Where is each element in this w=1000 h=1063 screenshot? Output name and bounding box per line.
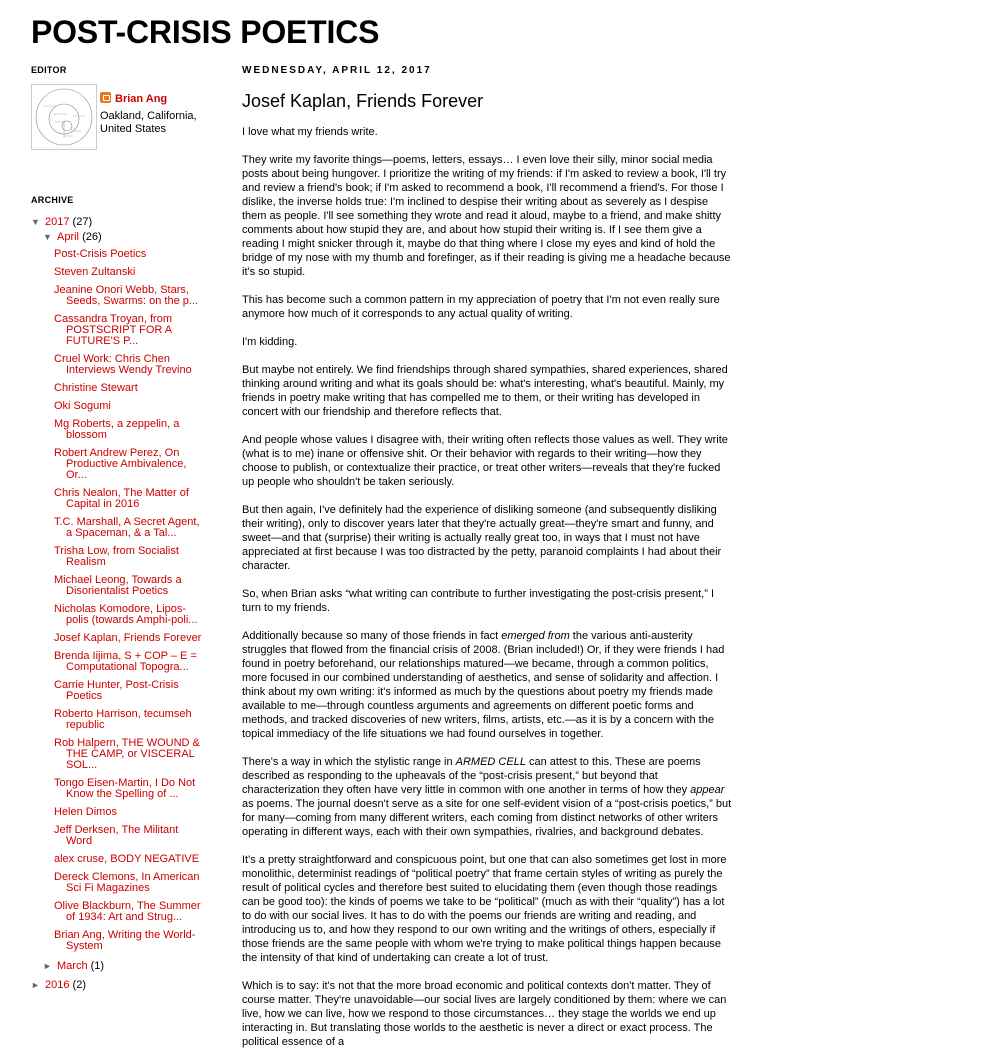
post-paragraph: I'm kidding. (242, 336, 298, 348)
collapse-toggle-icon[interactable]: ▼ (43, 232, 52, 242)
text-run: can attest to this. These are poems described as responding to the upheavals of the “post-crisis present,” but beyond that characterization they often have very little in common with one another in terms of how they (242, 756, 701, 796)
archive-post-link[interactable]: Jeff Derksen, The Militant Word (54, 824, 179, 847)
archive-month-april (43, 231, 201, 952)
main-content (242, 65, 734, 1063)
blogger-profile-icon (100, 92, 111, 103)
text-run: There's a way in which the stylistic range in (242, 756, 456, 768)
archive-post-link[interactable]: Steven Zultanski (54, 266, 136, 278)
archive-post-link[interactable]: Brian Ang, Writing the World-System (54, 929, 196, 952)
post-paragraph: And people whose values I disagree with, their writing often reflects those values as well. They write (what is to me) inane or offensive shit. Or their behavior with regards to their writing—how they choose to publish, or contextualize their practice, or treat other writers—reveals that they're fucked up people who shouldn't be taken seriously. (242, 434, 728, 488)
post-paragraph: Which is to say: it's not that the more broad economic and political contexts don't matter. They of course matter. They're unavoidable—our social lives are largely conditioned by them: where we can live, how we can live, how we respond to those circumstances… they stage the worlds we end up interacting in. But translating those worlds to the aesthetic is never a direct or exact process. The political essence of a (242, 980, 727, 1048)
archive-post-link[interactable]: Nicholas Komodore, Lipos-polis (towards Amphi-poli... (54, 603, 198, 626)
post-date-header: WEDNESDAY, APRIL 12, 2017 (242, 65, 432, 76)
text-run: as poems. The journal doesn't serve as a site for one self-evident vision of a “post-crisis poetics,” but for many—coming from many different writers, each coming from distinct networks of other writers operating in different ways, each with their own sympathies, rivalries, and background debates. (242, 798, 732, 838)
archive-post-link[interactable]: Brenda Iijima, S + COP – E = Computational Topogra... (54, 650, 197, 673)
archive-post-link[interactable]: Oki Sogumi (54, 400, 111, 412)
journal-title-emphasis: ARMED CELL (455, 756, 526, 768)
profile-widget (31, 84, 201, 164)
archive-count: (27) (72, 216, 93, 228)
post-title[interactable]: Josef Kaplan, Friends Forever (242, 91, 484, 111)
archive-post-link[interactable]: T.C. Marshall, A Secret Agent, a Spaceman, & a Tal... (54, 516, 200, 539)
archive-post-link[interactable]: Dereck Clemons, In American Sci Fi Magazines (54, 871, 200, 894)
archive-post-link[interactable]: alex cruse, BODY NEGATIVE (54, 853, 200, 865)
archive-post-link[interactable]: Carrie Hunter, Post-Crisis Poetics (54, 679, 179, 702)
post-paragraph: But maybe not entirely. We find friendships through shared sympathies, shared experiences, shared thinking around writing and what its goals should be: what's interesting, what's beautiful. Mainly, my friends in poetry make writing that has compelled me to them, or their writing has developed in concert with our friendship and therefore reflects that. (242, 364, 728, 418)
emphasis-text: appear (690, 784, 725, 796)
post-body (242, 125, 734, 1049)
expand-toggle-icon[interactable]: ► (31, 980, 40, 990)
archive-post-link[interactable]: Rob Halpern, THE WOUND & THE CAMP, or VISCERAL SOL... (54, 737, 200, 771)
archive-month-march (43, 960, 201, 975)
profile-heading: EDITOR (31, 65, 67, 75)
archive-post-link[interactable]: Mg Roberts, a zeppelin, a blossom (54, 418, 180, 441)
post-paragraph: It's a pretty straightforward and conspicuous point, but one that can also sometimes get lost in more monolithic, determinist readings of “political poetry” that frame certain styles of writing as purely the result of political cycles and therefore best suited to elucidating them (even though those readings can be good too): the kinds of poems we take to be “political” (much as with their “quality”) has a lot to do with our social lives. It has to do with the poems our friends are writing and reading, and introducing us to, and how they respond to our own writing and the writings of others, especially if those friends are the same people with whom we're trying to make political things happen because the intensity of that kind of undertaking can create a lot of trust. (242, 854, 727, 964)
archive-year-2016 (31, 979, 201, 994)
archive-post-link[interactable]: Jeanine Onori Webb, Stars, Seeds, Swarms: on the p... (54, 284, 199, 307)
archive-post-link[interactable]: Cassandra Troyan, from POSTSCRIPT FOR A FUTURE'S P... (54, 313, 172, 347)
blog-title[interactable]: POST-CRISIS POETICS (31, 14, 380, 50)
archive-heading: ARCHIVE (31, 195, 74, 205)
archive-month-april-link[interactable]: April (57, 231, 80, 243)
post-paragraph: I love what my friends write. (242, 126, 378, 138)
archive-post-link[interactable]: Robert Andrew Perez, On Productive Ambivalence, Or... (54, 447, 187, 481)
emphasis-text: emerged from (501, 630, 570, 642)
archive-post-link[interactable]: Christine Stewart (54, 382, 138, 394)
sidebar (31, 65, 201, 994)
post-paragraph (242, 629, 734, 741)
profile-location: Oakland, California, United States (100, 110, 197, 135)
archive-year-2017 (31, 216, 201, 231)
archive-post-link[interactable]: Post-Crisis Poetics (54, 248, 147, 260)
profile-photo[interactable] (31, 84, 97, 150)
profile-info (100, 92, 200, 136)
archive-post-list (43, 249, 201, 952)
post-paragraph: But then again, I've definitely had the experience of disliking someone (and subsequently disliking their writing), only to discover years later that they're actually great—they're smart and funny, and sweet—and that (surprise) their writing is actually really great too, in ways that I must not have appreciated at first because I was too distracted by the petty, paranoid complaints I had about their character. (242, 504, 722, 572)
archive-year-2016-link[interactable]: 2016 (45, 979, 70, 991)
archive-count: (2) (72, 979, 86, 991)
post-paragraph: This has become such a common pattern in my appreciation of poetry that I'm not even really sure anymore how much of it corresponds to any actual quality of writing. (242, 294, 720, 320)
collapse-toggle-icon[interactable]: ▼ (31, 217, 40, 227)
archive-post-link[interactable]: Trisha Low, from Socialist Realism (54, 545, 179, 568)
text-run: Additionally because so many of those friends in fact (242, 630, 502, 642)
archive-count: (26) (82, 231, 102, 243)
archive-post-link[interactable]: Roberto Harrison, tecumseh republic (54, 708, 192, 731)
post-paragraph: They write my favorite things—poems, letters, essays… I even love their silly, minor social media posts about being hungover. I prioritize the writing of my friends: if I'm asked to review a book, I'll try and review a friend's book; if I'm asked to recommend a book, I'll recommend a friend's. For those I dislike, the inverse holds true: I'm inclined to despise their writing about as severely as I despise them as people. I'll see something they wrote and read it aloud, maybe to a friend, and make shitty comments about how stupid they are, and about how stupid their writing is. If I see them give a reading I might snicker through it, maybe do that thing where I close my eyes and kind of hold the bridge of my nose with my thumb and forefinger, as if their reading is giving me a headache because it's so stupid. (242, 154, 731, 278)
post-paragraph: So, when Brian asks “what writing can contribute to further investigating the post-crisis present,” I turn to my friends. (242, 588, 714, 614)
archive-year-2017-link[interactable]: 2017 (45, 216, 70, 228)
archive-post-link[interactable]: Helen Dimos (54, 806, 117, 818)
archive-post-link[interactable]: Michael Leong, Towards a Disorientalist Poetics (54, 574, 182, 597)
archive-count: (1) (90, 960, 105, 972)
blog-archive (31, 216, 201, 994)
archive-post-link[interactable]: Tongo Eisen-Martin, I Do Not Know the Spelling of ... (54, 777, 196, 800)
archive-post-link[interactable]: Chris Nealon, The Matter of Capital in 2016 (54, 487, 189, 510)
post-paragraph (242, 755, 734, 839)
text-run: the various anti-austerity struggles that flowed from the financial crisis of 2008. (Brian included!) Or, if they were friends I had found in poetry beforehand, our relationships matured—we became, through a common politics, more focused in our combined understanding of aesthetics, and sense of solidarity and affection. I think about my own writing: it's informed as much by the questions about poetry my friends made available to me—through countless arguments and agreements on different poetic forms and methods, and tracked discoveries of new writers, films, artists, etc.—as it is by a concern with the topical immediacy of the life situations we had found ourselves in together. (242, 630, 725, 740)
archive-post-link[interactable]: Olive Blackburn, The Summer of 1934: Art and Strug... (54, 900, 201, 923)
diagram-image (33, 86, 95, 148)
archive-post-link[interactable]: Cruel Work: Chris Chen Interviews Wendy Trevino (54, 353, 192, 376)
archive-post-link[interactable]: Josef Kaplan, Friends Forever (54, 632, 202, 644)
archive-month-march-link[interactable]: March (57, 960, 88, 972)
expand-toggle-icon[interactable]: ► (43, 961, 52, 971)
profile-name-link[interactable]: Brian Ang (115, 93, 168, 105)
